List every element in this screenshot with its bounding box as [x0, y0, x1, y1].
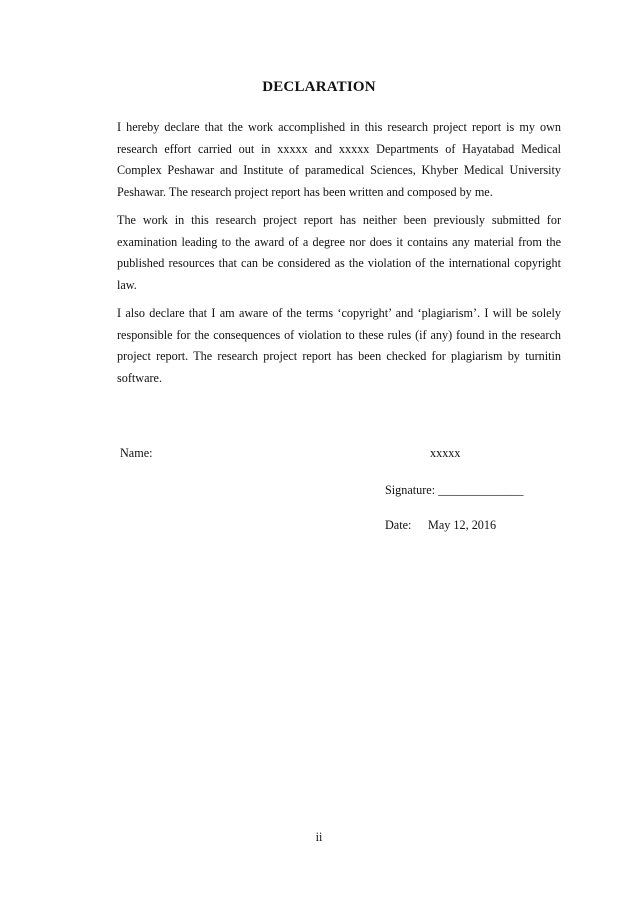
signature-block: [385, 482, 523, 498]
date-value: May 12, 2016: [428, 518, 497, 532]
paragraph: I also declare that I am aware of the terms ‘copyright’ and ‘plagiarism’. I will be solely responsible for the consequences of violation to these rules (if any) found in the research project report. The research project report has been checked for plagiarism by turnitin software.: [117, 306, 561, 385]
name-label: Name:: [120, 446, 153, 460]
page-number: ii: [315, 830, 323, 844]
paragraph: I hereby declare that the work accomplished in this research project report is my own research effort carried out in xxxxx and xxxxx Departments of Hayatabad Medical Complex Peshawar and Institute of paramedical Sciences, Khyber Medical University Peshawar. The research project report has been written and composed by me.: [117, 120, 561, 199]
date-block: [385, 517, 496, 533]
name-value: xxxxx: [430, 446, 461, 460]
signature-label: Signature:: [385, 483, 436, 497]
page-title: DECLARATION: [262, 79, 376, 95]
date-label: Date:: [385, 518, 412, 532]
paragraph: The work in this research project report has neither been previously submitted for examination leading to the award of a degree nor does it contains any material from the published resources that can be considered as the violation of the international copyright law.: [117, 213, 561, 292]
signature-line: ______________: [438, 483, 524, 497]
declaration-body: [117, 117, 561, 396]
